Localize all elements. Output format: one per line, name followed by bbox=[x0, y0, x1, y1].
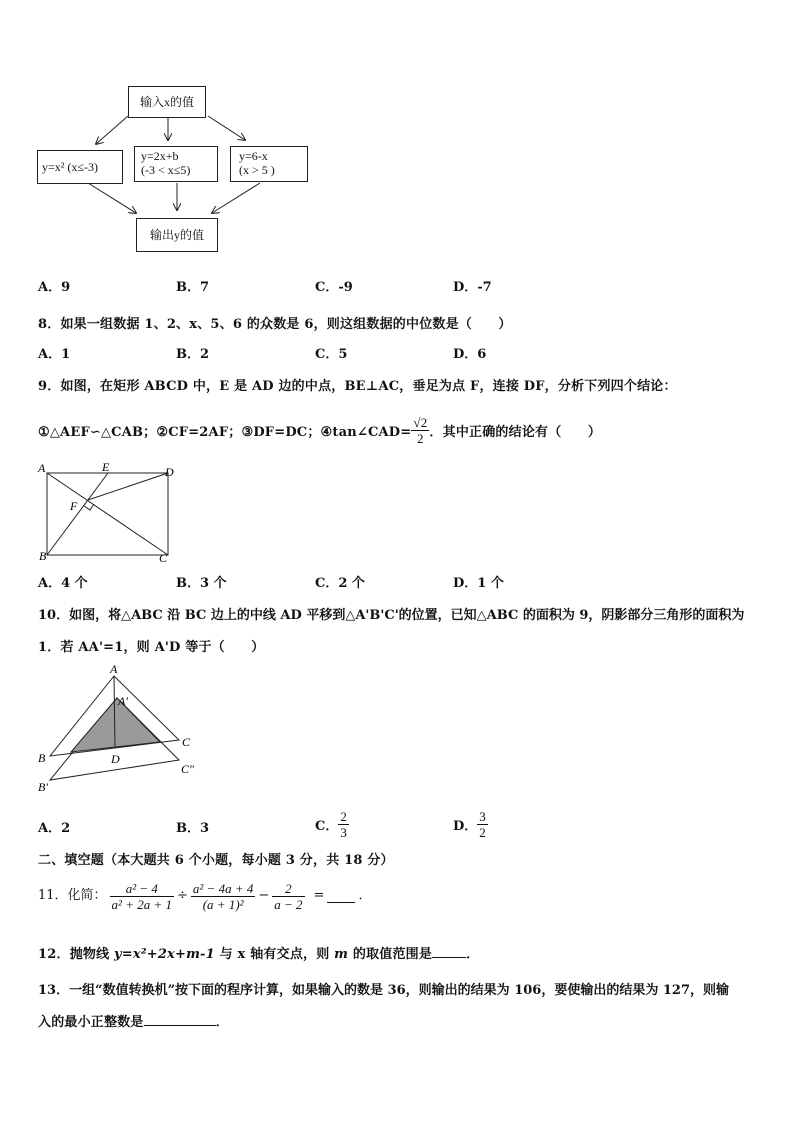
q9-label-a: A bbox=[38, 461, 46, 475]
q12-middle: 与 x 轴有交点，则 bbox=[214, 947, 335, 962]
flow-left-box bbox=[37, 150, 123, 184]
flow-left-label: y=x² (x≤-3) bbox=[42, 160, 98, 174]
q8-option-a: A．1 bbox=[38, 347, 71, 362]
q13-line1: 13．一组“数值转换机”按下面的程序计算，如果输入的数是 36，则输出的结果为 106，要使输出的结果为 127，则输 bbox=[38, 983, 729, 998]
q10-triangle-figure bbox=[32, 660, 207, 795]
q11-prefix: 11．化简： bbox=[38, 888, 107, 903]
q7-option-d: D．-7 bbox=[453, 280, 492, 295]
flow-output-label: 输出y的值 bbox=[149, 228, 204, 242]
q9-conclusions-suffix: ．其中正确的结论有（ ） bbox=[429, 424, 602, 440]
flow-right-box bbox=[230, 146, 308, 182]
flowchart bbox=[30, 80, 330, 255]
q10-option-c-fraction bbox=[338, 809, 349, 840]
q12-expr: y=x²+2x+m-1 bbox=[114, 947, 215, 962]
section2-title: 二、填空题（本大题共 6 个小题，每小题 3 分，共 18 分） bbox=[38, 853, 394, 868]
flow-right-line2: (x > 5 ) bbox=[239, 163, 275, 177]
q10-label-c: C bbox=[182, 735, 191, 749]
q9-option-d: D．1 个 bbox=[453, 576, 504, 591]
q13-line2 bbox=[38, 1011, 229, 1030]
q9-label-f: F bbox=[70, 499, 78, 513]
q11-fraction-3 bbox=[272, 881, 304, 912]
q9-conclusions-prefix: ①△AEF∽△CAB；②CF=2AF；③DF=DC；④tan∠CAD= bbox=[38, 424, 412, 440]
q12-suffix: 的取值范围是 bbox=[348, 947, 433, 962]
q7-option-b: B．7 bbox=[176, 280, 210, 295]
q10-label-a1: A′ bbox=[118, 694, 128, 708]
q10-text-line2: 1．若 AA'=1，则 A'D 等于（ ） bbox=[38, 640, 265, 655]
q11-f3-den: a − 2 bbox=[274, 896, 303, 912]
q10-option-c-prefix: C． bbox=[315, 818, 339, 834]
q10-option-b: B．3 bbox=[176, 821, 210, 836]
q13-answer-blank[interactable] bbox=[144, 1013, 216, 1026]
q12-m: m bbox=[334, 947, 349, 962]
q11-equals: = bbox=[313, 888, 325, 903]
q10-option-c bbox=[315, 804, 349, 844]
q9-tan-fraction bbox=[411, 415, 429, 446]
q11-f3-num: 2 bbox=[272, 881, 304, 897]
q7-option-c: C．-9 bbox=[315, 280, 353, 295]
q8-option-c: C．5 bbox=[315, 347, 348, 362]
q12-answer-blank[interactable] bbox=[432, 945, 466, 958]
q9-label-d: D bbox=[165, 465, 174, 479]
flow-output-box bbox=[136, 218, 218, 252]
q9-right-angle-mark bbox=[84, 504, 94, 510]
arrow-to-right-branch bbox=[208, 116, 245, 140]
arrow-right-to-output bbox=[212, 183, 260, 213]
flow-mid-line1: y=2x+b bbox=[141, 149, 179, 163]
q10-text-line1: 10．如图，将△ABC 沿 BC 边上的中线 AD 平移到△A'B'C'的位置，已知△ABC 的面积为 9，阴影部分三角形的面积为 bbox=[38, 608, 745, 623]
q10-option-d-prefix: D． bbox=[453, 818, 478, 834]
flow-input-label: 输入x的值 bbox=[139, 95, 194, 109]
q10-option-c-den: 3 bbox=[340, 824, 347, 840]
q11-f2-num: a² − 4a + 4 bbox=[192, 880, 254, 896]
q13-end: ． bbox=[215, 1015, 229, 1030]
q11-row bbox=[38, 872, 371, 920]
flow-input-box bbox=[128, 86, 206, 118]
q12-prefix: 12．抛物线 bbox=[38, 947, 115, 962]
q10-label-c1: C″ bbox=[181, 762, 195, 776]
q9-text: 9．如图，在矩形 ABCD 中，E 是 AD 边的中点，BE⊥AC，垂足为点 F，连接 DF，分析下列四个结论： bbox=[38, 379, 677, 394]
flow-mid-box bbox=[134, 146, 218, 182]
q10-option-d-fraction bbox=[477, 809, 488, 840]
q9-line-ac bbox=[47, 473, 168, 555]
q10-option-d-den: 2 bbox=[479, 824, 486, 840]
q9-line-df bbox=[88, 473, 168, 500]
q11-end: ． bbox=[358, 888, 372, 903]
q9-label-e: E bbox=[102, 460, 110, 474]
q10-label-b1: B′ bbox=[38, 780, 48, 794]
q9-option-a: A．4 个 bbox=[38, 576, 88, 591]
q10-label-a: A bbox=[110, 662, 118, 676]
q7-option-a: A．9 bbox=[38, 280, 71, 295]
q9-option-c: C．2 个 bbox=[315, 576, 365, 591]
q9-option-b: B．3 个 bbox=[176, 576, 227, 591]
q10-label-b: B bbox=[38, 751, 46, 765]
q9-frac-den: 2 bbox=[417, 430, 424, 446]
q11-minus-sign: − bbox=[258, 888, 270, 903]
arrow-left-to-output bbox=[88, 183, 136, 213]
q11-f1-den: a² + 2a + 1 bbox=[111, 896, 172, 912]
q8-option-b: B．2 bbox=[176, 347, 210, 362]
q10-label-d: D bbox=[111, 752, 120, 766]
q9-label-c: C bbox=[159, 551, 168, 565]
q11-f2-den: (a + 1)² bbox=[202, 896, 244, 912]
q10-option-a: A．2 bbox=[38, 821, 71, 836]
q11-f1-num: a² − 4 bbox=[110, 881, 174, 897]
q9-frac-num: √2 bbox=[413, 414, 428, 430]
flow-right-line1: y=6-x bbox=[239, 149, 268, 163]
flow-mid-line2: (-3 < x≤5) bbox=[141, 163, 191, 177]
q9-rectangle-figure bbox=[36, 460, 181, 568]
arrow-to-left-branch bbox=[96, 116, 128, 144]
q10-shaded-triangle bbox=[71, 698, 160, 752]
q11-fraction-2 bbox=[191, 881, 255, 912]
q8-option-d: D．6 bbox=[453, 347, 487, 362]
q13-line2-prefix: 入的最小正整数是 bbox=[38, 1015, 144, 1030]
q8-text: 8．如果一组数据 1、2、x、5、6 的众数是 6，则这组数据的中位数是（ ） bbox=[38, 317, 512, 332]
q10-option-d-num: 3 bbox=[479, 808, 486, 824]
q9-label-b: B bbox=[39, 549, 47, 563]
q9-line-be bbox=[47, 473, 108, 555]
q11-answer-blank[interactable] bbox=[327, 890, 355, 903]
q10-option-d bbox=[453, 804, 488, 844]
q10-option-c-num: 2 bbox=[340, 808, 347, 824]
q12-end: ． bbox=[466, 947, 480, 962]
q11-fraction-1 bbox=[110, 881, 174, 912]
q11-div-sign: ÷ bbox=[177, 888, 188, 903]
q9-conclusions bbox=[38, 410, 601, 450]
q12-row bbox=[38, 943, 479, 962]
